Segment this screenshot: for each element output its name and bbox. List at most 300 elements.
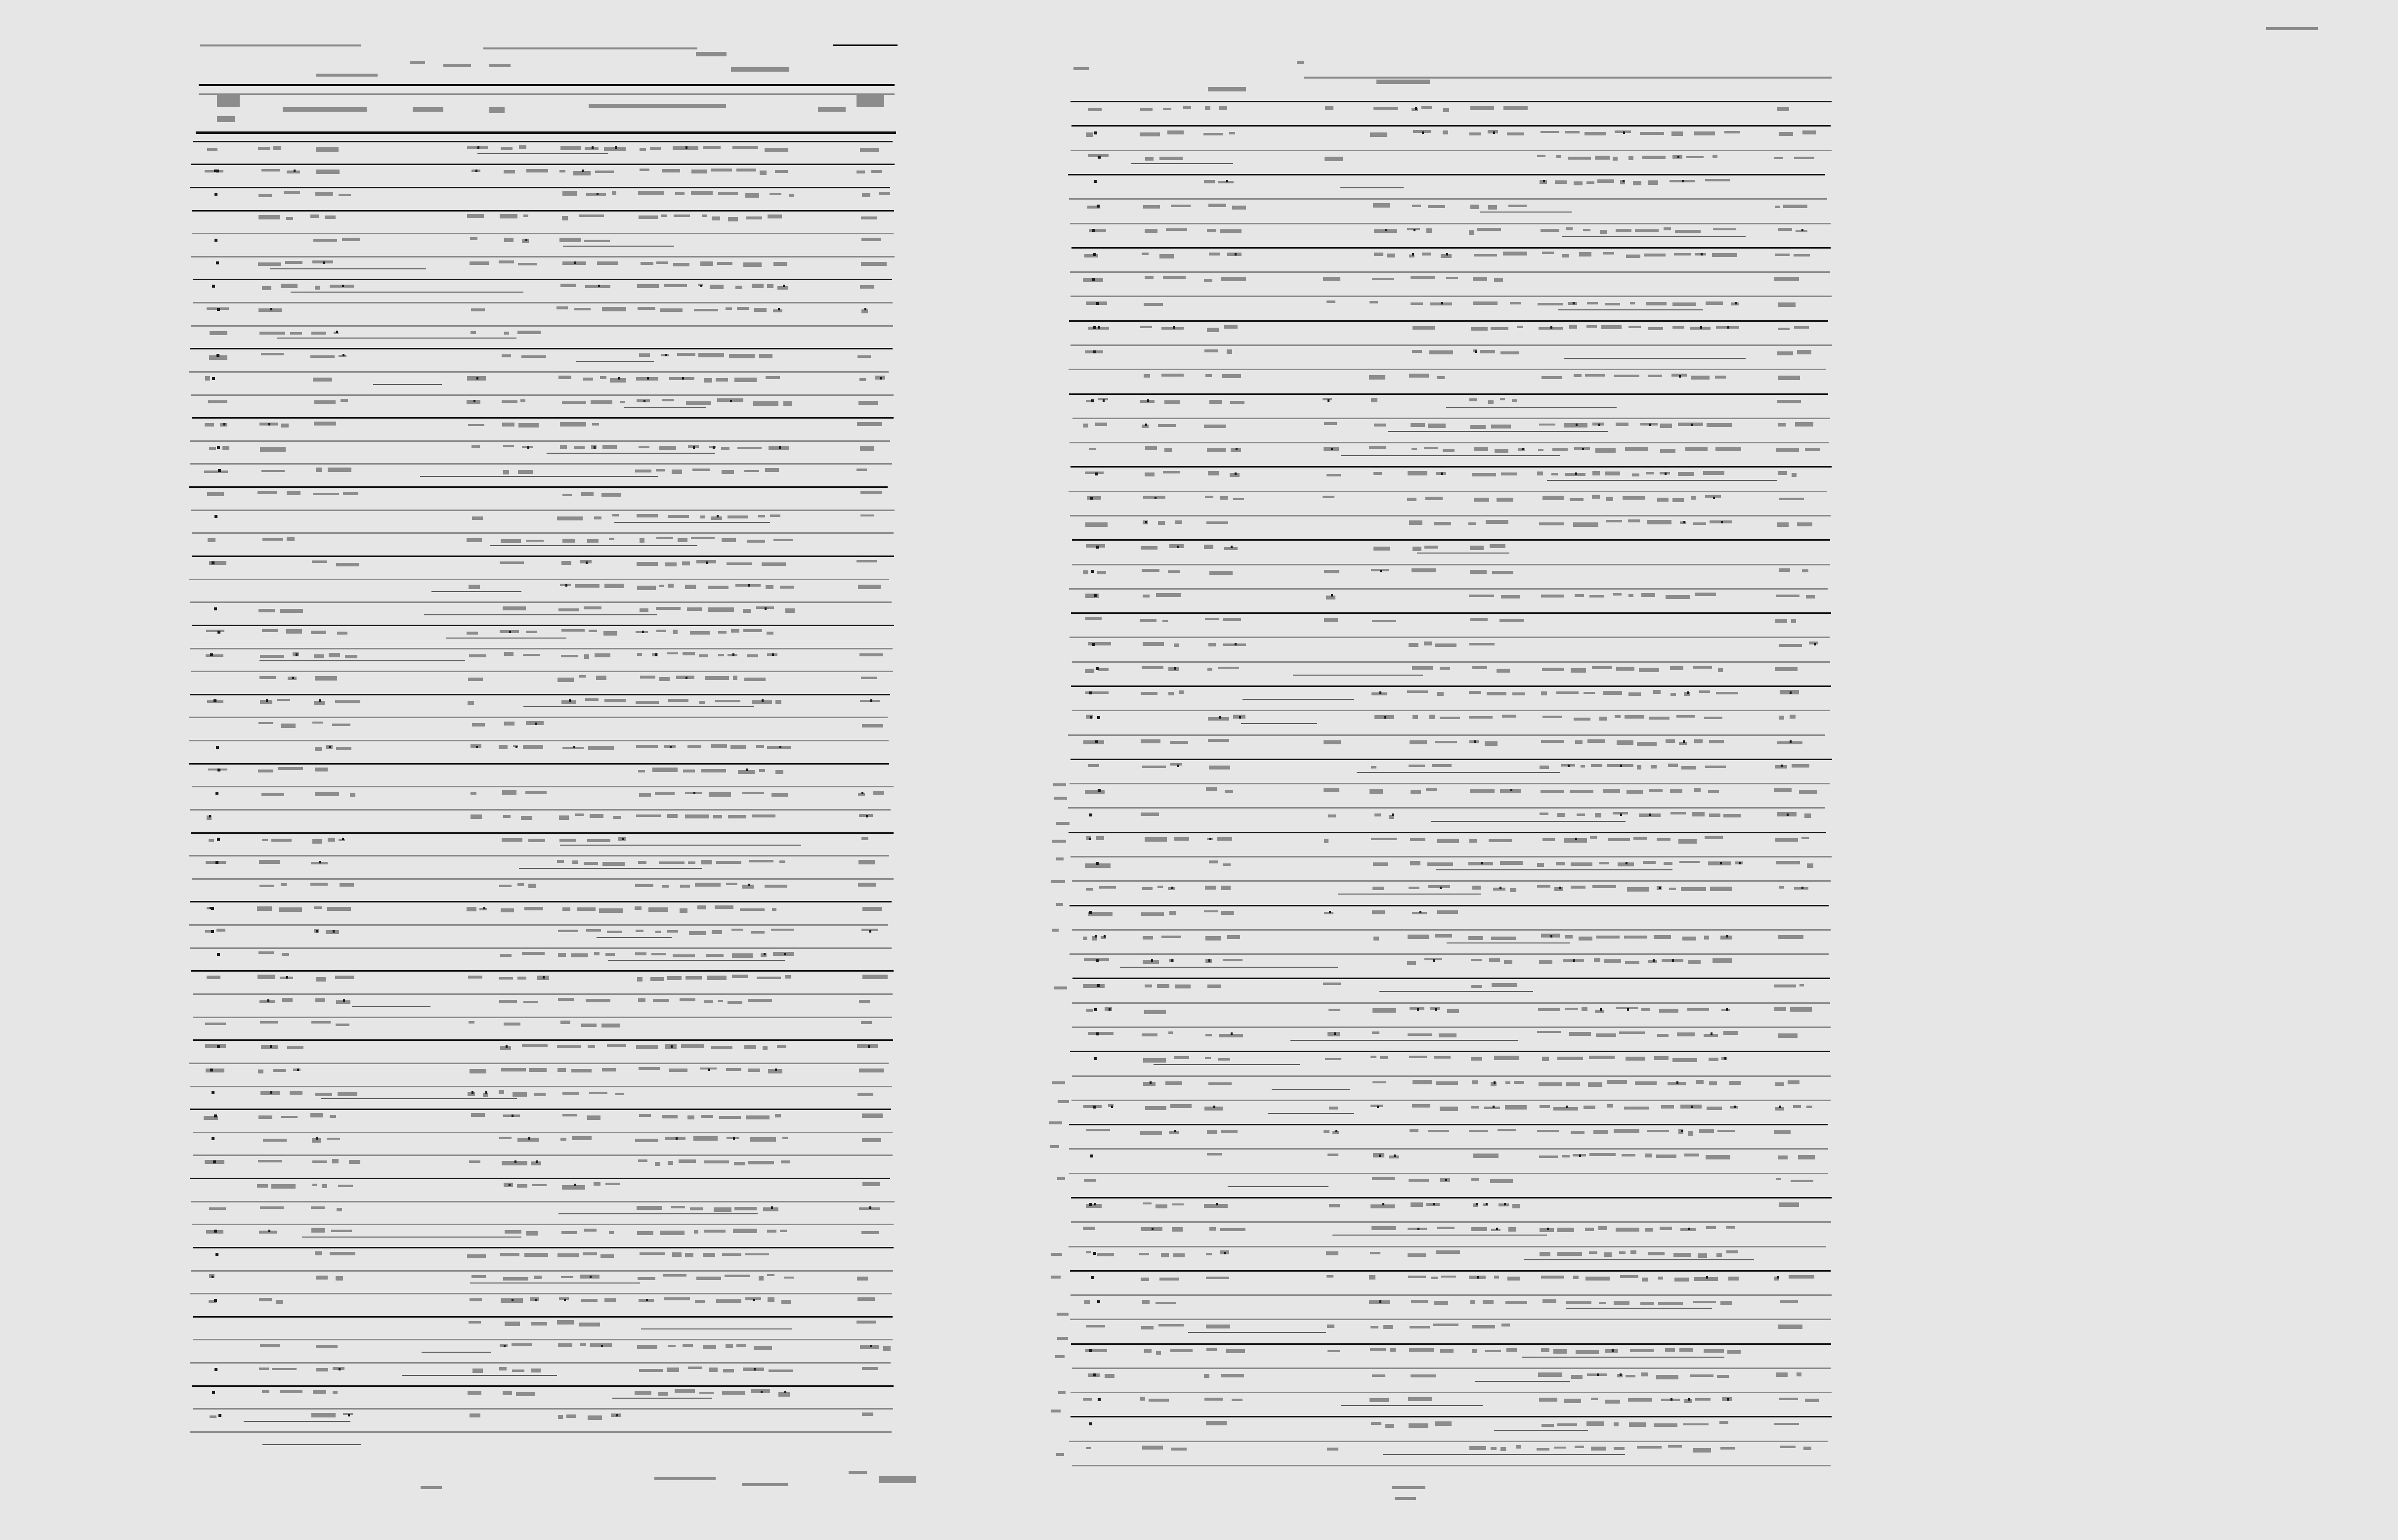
text-block <box>1681 887 1706 891</box>
text-block <box>781 1160 790 1163</box>
text-block <box>562 494 572 496</box>
text-block <box>1169 911 1176 915</box>
text-block <box>1085 617 1102 620</box>
text-block <box>1492 571 1513 574</box>
text-block <box>1588 1082 1602 1087</box>
text-block <box>636 745 658 748</box>
row-rule <box>1071 1294 1832 1296</box>
text-block <box>640 169 649 171</box>
text-block <box>1490 1179 1513 1183</box>
ink-mark <box>1620 765 1622 767</box>
text-block <box>1468 862 1493 865</box>
text-block <box>728 1001 742 1004</box>
text-block <box>1206 521 1228 524</box>
text-block <box>1209 571 1233 575</box>
text-block <box>1470 1300 1475 1304</box>
text-block <box>259 1231 277 1234</box>
row-rule <box>1071 685 1831 687</box>
text-block <box>721 447 729 450</box>
text-block <box>1145 837 1167 842</box>
text-block <box>726 1344 733 1348</box>
text-block <box>1372 887 1384 890</box>
text-block <box>1604 1252 1612 1257</box>
text-block <box>560 1138 566 1141</box>
text-block <box>781 1300 791 1304</box>
text-block <box>1599 1302 1606 1304</box>
row-marker <box>215 1253 218 1256</box>
ink-mark <box>509 1184 511 1186</box>
text-block <box>1439 1033 1456 1037</box>
margin-mark <box>1052 929 1059 932</box>
text-block <box>1083 424 1088 428</box>
ink-mark <box>336 331 338 333</box>
text-block <box>718 1000 723 1002</box>
text-block <box>472 1369 483 1373</box>
text-block <box>315 192 333 196</box>
text-block <box>1704 717 1722 719</box>
text-block <box>316 1345 338 1348</box>
text-block <box>1648 1252 1665 1255</box>
text-block <box>1775 667 1798 671</box>
text-block <box>471 308 485 311</box>
text-block <box>1622 1154 1635 1156</box>
row-rule <box>1069 832 1826 833</box>
text-block <box>329 653 340 657</box>
text-block <box>1698 1253 1707 1258</box>
text-block <box>1145 1106 1166 1110</box>
ink-mark <box>1493 131 1495 134</box>
text-block <box>1571 886 1585 889</box>
text-block <box>1626 255 1640 258</box>
text-block <box>701 860 712 864</box>
text-block <box>1472 886 1481 890</box>
ink-mark <box>535 723 537 725</box>
ink-mark <box>1576 424 1578 426</box>
ink-mark <box>1475 350 1477 353</box>
margin-mark <box>1056 903 1063 906</box>
text-block <box>206 654 223 657</box>
text-block <box>311 1413 336 1417</box>
text-block <box>561 1276 573 1278</box>
row-marker <box>218 469 221 472</box>
text-block <box>1585 374 1605 377</box>
text-block <box>210 331 227 335</box>
text-block <box>584 654 589 659</box>
text-block <box>673 263 689 266</box>
ink-mark <box>1496 1228 1498 1230</box>
ink-mark <box>1727 326 1729 329</box>
text-block <box>695 883 721 887</box>
ink-mark <box>525 239 527 241</box>
text-block <box>1720 1301 1732 1305</box>
text-block <box>662 885 669 888</box>
ink-mark <box>1377 1106 1379 1108</box>
text-block <box>595 653 610 657</box>
text-block <box>707 976 727 980</box>
text-block <box>260 447 286 452</box>
text-block <box>1374 424 1386 427</box>
text-block <box>1656 1375 1678 1379</box>
text-block <box>635 1391 651 1395</box>
text-block <box>862 1138 881 1142</box>
text-block <box>1220 229 1242 233</box>
text-block <box>1541 595 1564 598</box>
ink-mark <box>1098 326 1100 329</box>
text-block <box>1510 888 1516 892</box>
text-block <box>715 700 740 702</box>
text-block <box>1614 375 1639 377</box>
text-block <box>1142 666 1163 669</box>
text-block <box>1624 1107 1649 1110</box>
text-block <box>561 1231 577 1234</box>
ink-mark <box>642 631 644 633</box>
text-block <box>637 1231 653 1235</box>
row-rule <box>189 1063 889 1064</box>
text-block <box>259 676 276 679</box>
ink-mark <box>319 699 321 702</box>
text-block <box>588 1045 595 1048</box>
text-block <box>1223 618 1241 621</box>
text-block <box>1208 739 1229 742</box>
text-block <box>1585 1277 1610 1281</box>
text-block <box>1220 1228 1245 1231</box>
ink-mark <box>1476 1203 1478 1205</box>
ink-mark <box>209 815 211 817</box>
text-block <box>769 1369 793 1372</box>
row-marker <box>214 607 217 610</box>
text-block <box>588 746 614 750</box>
text-block <box>1777 522 1789 527</box>
text-block <box>615 1093 624 1095</box>
text-block <box>1204 349 1218 352</box>
rule-fragment <box>1341 1405 1483 1406</box>
text-block <box>635 884 653 887</box>
text-block <box>336 1024 349 1026</box>
text-block <box>260 1021 278 1024</box>
text-block <box>756 745 764 748</box>
text-block <box>1409 374 1429 378</box>
ink-mark <box>783 285 785 287</box>
text-block <box>744 678 766 681</box>
text-block <box>1173 1253 1185 1257</box>
header-rule <box>199 84 895 86</box>
text-block <box>737 447 762 449</box>
text-block <box>1709 740 1724 743</box>
text-block <box>1474 498 1489 502</box>
text-block <box>315 768 328 771</box>
text-block <box>1141 1278 1149 1281</box>
text-block <box>860 1345 879 1349</box>
text-block <box>779 860 785 863</box>
text-block <box>638 191 664 195</box>
text-block <box>286 629 302 634</box>
text-block <box>1168 570 1180 573</box>
ink-mark <box>573 746 575 748</box>
text-block <box>1218 667 1239 669</box>
row-marker <box>214 239 217 242</box>
text-block <box>1607 1080 1627 1084</box>
text-block <box>206 1069 224 1072</box>
text-block <box>1374 813 1381 816</box>
text-block <box>1628 1398 1652 1402</box>
text-block <box>637 653 642 656</box>
row-rule <box>193 1408 893 1410</box>
text-block <box>861 1021 872 1024</box>
row-rule <box>1071 856 1832 857</box>
ink-mark <box>1659 887 1661 889</box>
text-block <box>284 191 300 194</box>
text-block <box>747 654 758 657</box>
text-block <box>1642 156 1666 159</box>
text-block <box>1205 106 1210 110</box>
ink-mark <box>880 377 882 380</box>
ink-mark <box>1219 716 1221 719</box>
rule-fragment <box>291 292 523 293</box>
text-block <box>1564 1399 1581 1403</box>
text-block <box>1540 813 1548 815</box>
row-rule <box>1071 1221 1831 1223</box>
text-block <box>1227 349 1232 354</box>
text-block <box>1660 424 1672 428</box>
text-block <box>273 146 281 150</box>
footer-mark <box>1392 1486 1425 1489</box>
text-block <box>1409 1179 1429 1182</box>
row-rule <box>189 855 889 856</box>
text-block <box>557 516 583 520</box>
ink-mark <box>223 423 225 426</box>
text-block <box>1469 398 1477 401</box>
text-block <box>1471 1227 1487 1231</box>
ink-mark <box>476 377 478 380</box>
ink-mark <box>693 792 695 794</box>
ink-mark <box>784 953 786 955</box>
text-block <box>1694 788 1701 792</box>
text-block <box>1648 180 1658 185</box>
text-block <box>1142 569 1159 572</box>
text-block <box>1434 1056 1451 1059</box>
margin-mark <box>1055 1355 1065 1358</box>
text-block <box>1503 106 1528 110</box>
text-block <box>1774 1007 1786 1011</box>
text-block <box>285 261 302 264</box>
text-block <box>1776 1372 1788 1377</box>
text-block <box>639 353 650 357</box>
text-block <box>1589 1153 1616 1156</box>
header-block <box>1073 67 1089 70</box>
text-block <box>1554 1447 1566 1449</box>
text-block <box>1327 1154 1338 1156</box>
rule-fragment <box>262 1444 361 1445</box>
row-marker <box>1091 399 1094 402</box>
text-block <box>1577 813 1585 816</box>
text-block <box>513 1092 527 1097</box>
text-block <box>745 193 759 198</box>
text-block <box>1705 836 1723 839</box>
row-rule <box>191 970 894 972</box>
text-block <box>207 976 220 979</box>
text-block <box>857 355 871 358</box>
ink-mark <box>713 446 715 449</box>
text-block <box>1614 1422 1619 1426</box>
rule-fragment <box>1131 163 1233 164</box>
text-block <box>685 814 709 818</box>
text-block <box>1654 1423 1677 1427</box>
text-block <box>602 307 626 311</box>
text-block <box>687 1115 694 1119</box>
text-block <box>1472 1325 1495 1328</box>
row-marker <box>210 1069 213 1071</box>
text-block <box>1471 1178 1479 1181</box>
text-block <box>1209 253 1220 256</box>
text-block <box>1799 790 1817 794</box>
rule-fragment <box>576 361 654 362</box>
text-block <box>287 537 295 541</box>
row-marker <box>212 561 214 564</box>
margin-mark <box>1057 1337 1068 1340</box>
text-block <box>1390 1348 1396 1352</box>
ink-mark <box>1801 887 1803 889</box>
text-block <box>518 423 539 428</box>
text-block <box>1806 1106 1812 1108</box>
text-block <box>1099 886 1116 889</box>
text-block <box>712 930 722 934</box>
ink-mark <box>1790 691 1792 694</box>
text-block <box>1583 229 1590 231</box>
ink-mark <box>343 999 345 1002</box>
rule-fragment <box>352 1006 430 1007</box>
text-block <box>1323 983 1341 985</box>
text-block <box>558 376 571 379</box>
footer-mark <box>1395 1497 1416 1500</box>
text-block <box>691 537 715 539</box>
text-block <box>656 537 673 539</box>
text-block <box>1084 1300 1090 1304</box>
text-block <box>1603 691 1622 695</box>
ink-mark <box>476 746 478 748</box>
rule-fragment <box>608 960 785 961</box>
text-block <box>879 192 890 195</box>
row-rule <box>1072 1002 1830 1004</box>
text-block <box>1505 1105 1527 1110</box>
row-rule <box>1069 393 1828 395</box>
text-block <box>1469 691 1481 694</box>
ink-mark <box>1623 131 1625 134</box>
text-block <box>1172 1227 1183 1232</box>
text-block <box>521 355 546 358</box>
text-block <box>602 862 625 866</box>
text-block <box>1633 181 1641 185</box>
text-block <box>748 1069 760 1072</box>
text-block <box>335 700 360 703</box>
text-block <box>222 446 229 450</box>
text-block <box>1408 471 1427 475</box>
text-block <box>1648 375 1662 377</box>
text-block <box>1156 593 1181 597</box>
text-block <box>668 699 688 702</box>
text-block <box>1489 958 1500 962</box>
text-block <box>722 538 736 542</box>
text-block <box>637 562 658 566</box>
text-block <box>1086 544 1105 548</box>
text-block <box>861 677 877 679</box>
text-block <box>640 676 655 679</box>
text-block <box>1324 788 1339 792</box>
text-block <box>1776 595 1799 597</box>
text-block <box>1207 1153 1222 1155</box>
text-block <box>767 1230 776 1233</box>
text-block <box>1673 1253 1691 1257</box>
text-block <box>312 1184 317 1186</box>
margin-mark <box>1051 1253 1062 1256</box>
text-block <box>1140 1397 1145 1401</box>
text-block <box>316 170 340 174</box>
text-block <box>1424 642 1432 645</box>
text-block <box>777 1045 786 1048</box>
text-block <box>1411 1202 1423 1207</box>
text-block <box>1085 669 1094 673</box>
text-block <box>1143 595 1150 598</box>
text-block <box>262 286 271 290</box>
text-block <box>1179 690 1184 694</box>
text-block <box>1428 205 1445 208</box>
text-block <box>1542 1057 1549 1061</box>
text-block <box>532 1184 547 1186</box>
text-block <box>1412 666 1433 670</box>
text-block <box>260 1206 284 1209</box>
text-block <box>526 1231 538 1236</box>
text-block <box>1472 1080 1478 1084</box>
text-block <box>1670 693 1676 696</box>
row-rule <box>190 1431 892 1433</box>
text-block <box>524 1253 548 1257</box>
text-block <box>312 1160 327 1163</box>
ink-mark <box>1235 643 1237 645</box>
text-block <box>258 951 274 954</box>
ink-mark <box>1094 1203 1096 1205</box>
ink-mark <box>1543 180 1545 182</box>
text-block <box>638 1159 647 1162</box>
text-block <box>314 400 336 404</box>
text-block <box>1159 254 1174 258</box>
text-block <box>1691 376 1710 380</box>
ink-mark <box>1494 1081 1496 1084</box>
ink-mark <box>1688 1228 1690 1230</box>
rule-fragment <box>1242 699 1354 700</box>
ink-mark <box>601 1345 603 1347</box>
text-block <box>1370 789 1383 794</box>
text-block <box>572 1136 592 1140</box>
text-block <box>469 654 486 657</box>
text-block <box>1684 1154 1699 1156</box>
text-block <box>1225 790 1233 793</box>
text-block <box>683 1344 693 1347</box>
text-block <box>1487 692 1506 695</box>
text-block <box>1537 885 1550 888</box>
text-block <box>1571 668 1586 673</box>
text-block <box>680 885 690 888</box>
text-block <box>523 745 543 749</box>
text-block <box>704 1000 713 1003</box>
text-block <box>1435 1421 1452 1426</box>
text-block <box>612 191 616 195</box>
text-block <box>1591 1398 1598 1400</box>
text-block <box>594 952 600 955</box>
text-block <box>1600 230 1607 234</box>
ink-mark <box>1510 789 1512 791</box>
text-block <box>1687 1008 1709 1011</box>
rule-fragment <box>1120 967 1338 968</box>
text-block <box>1608 838 1630 841</box>
